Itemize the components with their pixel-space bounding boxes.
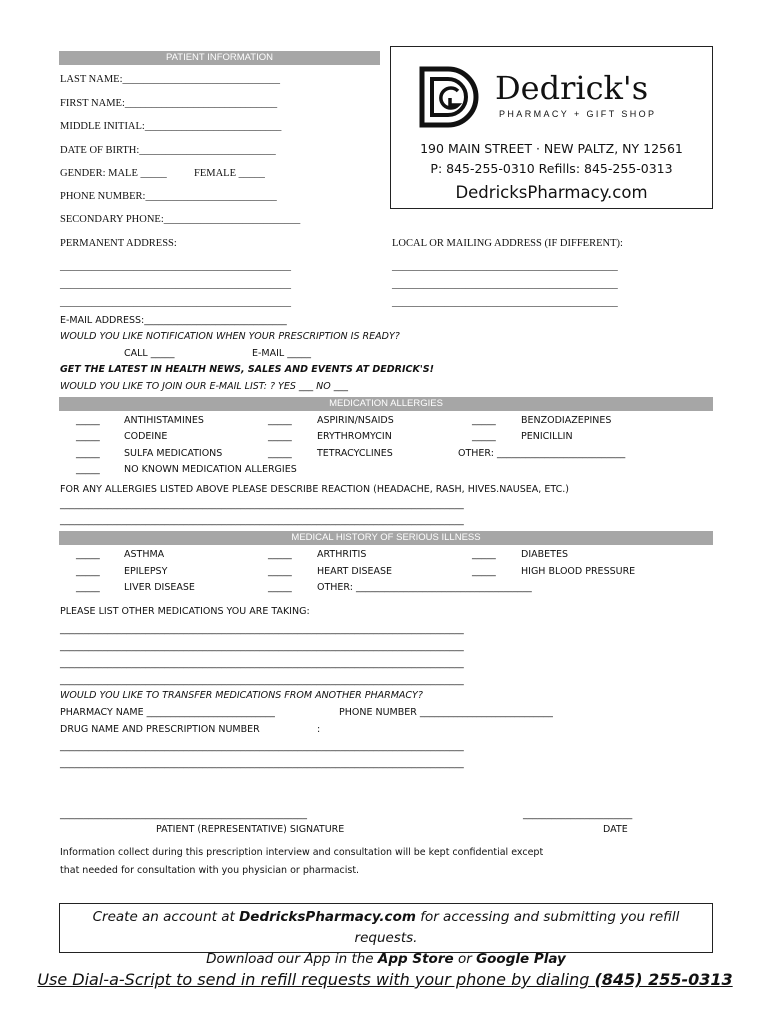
history-checkbox[interactable]: _____: [76, 549, 100, 560]
dedricks-logo-mark-icon: [418, 65, 482, 129]
history-asthma: ASTHMA: [124, 549, 165, 560]
allergy-benzodiazepines: BENZODIAZEPINES: [521, 415, 612, 426]
allergy-reaction-line-2[interactable]: _____________________________________________________________________________________: [60, 515, 464, 526]
allergy-checkbox[interactable]: _____: [472, 431, 496, 442]
dial-a-script-notice: [0, 970, 770, 989]
callout-line-2: [60, 949, 712, 970]
phone-field[interactable]: PHONE NUMBER:_________________________: [60, 191, 277, 202]
pharmacy-phone-field[interactable]: PHONE NUMBER ____________________________: [339, 707, 553, 718]
allergy-codeine: CODEINE: [124, 431, 168, 442]
medication-allergies-header: MEDICATION ALLERGIES: [59, 397, 713, 411]
history-epilepsy: EPILEPSY: [124, 566, 168, 577]
notification-question: WOULD YOU LIKE NOTIFICATION WHEN YOUR PRESCRIPTION IS READY?: [60, 331, 400, 342]
drug-name-colon: :: [317, 724, 321, 735]
confidential-notice-line-1: Information collect during this prescription interview and consultation will be kept confidential except: [60, 847, 544, 858]
mailing-address-line-2[interactable]: ___________________________________________: [392, 279, 618, 290]
date-line[interactable]: _______________________: [523, 809, 633, 820]
allergy-reaction-line-1[interactable]: _____________________________________________________________________________________: [60, 499, 464, 510]
other-medications-line-4[interactable]: _____________________________________________________________________________________: [60, 675, 464, 686]
allergy-aspirin: ASPIRIN/NSAIDS: [317, 415, 394, 426]
allergy-none-known: NO KNOWN MEDICATION ALLERGIES: [124, 464, 297, 475]
other-medications-line-2[interactable]: _____________________________________________________________________________________: [60, 641, 464, 652]
pharmacy-logo-box: [390, 46, 713, 209]
pharmacy-name-field[interactable]: PHARMACY NAME ___________________________: [60, 707, 275, 718]
google-play-link[interactable]: Google Play: [476, 951, 566, 967]
gender-male-field[interactable]: GENDER: MALE _____: [60, 168, 167, 179]
mailing-address-line-3[interactable]: ___________________________________________: [392, 297, 618, 308]
allergy-checkbox[interactable]: _____: [76, 464, 100, 475]
mailing-address-line-1[interactable]: ___________________________________________: [392, 261, 618, 272]
history-heart-disease: HEART DISEASE: [317, 566, 393, 577]
history-checkbox[interactable]: _____: [76, 566, 100, 577]
other-medications-prompt: PLEASE LIST OTHER MEDICATIONS YOU ARE TAKING:: [60, 606, 310, 617]
history-arthritis: ARTHRITIS: [317, 549, 367, 560]
join-email-list-question[interactable]: WOULD YOU LIKE TO JOIN OUR E-MAIL LIST: ? YES ___ NO ___: [60, 381, 349, 392]
callout-website-link[interactable]: DedricksPharmacy.com: [239, 909, 416, 925]
app-store-link[interactable]: App Store: [377, 951, 454, 967]
allergy-checkbox[interactable]: _____: [472, 415, 496, 426]
history-checkbox[interactable]: _____: [268, 582, 292, 593]
app-callout-box: [59, 903, 713, 967]
history-other-field[interactable]: OTHER: _____________________________________: [317, 582, 532, 593]
date-label: DATE: [603, 824, 628, 835]
dob-field[interactable]: DATE OF BIRTH:__________________________: [60, 145, 276, 156]
allergy-checkbox[interactable]: _____: [76, 415, 100, 426]
allergy-tetracyclines: TETRACYCLINES: [317, 448, 393, 459]
signature-line[interactable]: ____________________________________________________: [60, 809, 307, 820]
email-field[interactable]: E-MAIL ADDRESS:______________________________: [60, 315, 287, 326]
signature-label: PATIENT (REPRESENTATIVE) SIGNATURE: [156, 824, 345, 835]
allergy-antihistamines: ANTIHISTAMINES: [124, 415, 204, 426]
callout-text: for accessing and submitting you refill requests.: [354, 909, 680, 946]
callout-text: Download our App in the: [206, 951, 378, 967]
pharmacy-website[interactable]: DedricksPharmacy.com: [455, 183, 648, 202]
middle-initial-field[interactable]: MIDDLE INITIAL:__________________________: [60, 121, 282, 132]
callout-text: or: [453, 951, 477, 967]
dial-phone-number[interactable]: (845) 255-0313: [594, 970, 733, 989]
permanent-address-line-1[interactable]: ____________________________________________: [60, 261, 291, 272]
pharmacy-tagline: PHARMACY + GIFT SHOP: [499, 109, 657, 119]
history-checkbox[interactable]: _____: [268, 566, 292, 577]
allergy-checkbox[interactable]: _____: [268, 448, 292, 459]
dial-text: Use Dial-a-Script to send in refill requests with your phone by dialing: [37, 970, 595, 989]
pharmacy-address: 190 MAIN STREET · NEW PALTZ, NY 12561: [420, 141, 683, 156]
allergy-penicillin: PENICILLIN: [521, 431, 573, 442]
other-medications-line-1[interactable]: _____________________________________________________________________________________: [60, 624, 464, 635]
allergy-reaction-prompt: FOR ANY ALLERGIES LISTED ABOVE PLEASE DESCRIBE REACTION (HEADACHE, RASH, HIVES.NAUSEA, ETC.): [60, 484, 569, 495]
history-checkbox[interactable]: _____: [472, 566, 496, 577]
history-high-blood-pressure: HIGH BLOOD PRESSURE: [521, 566, 636, 577]
secondary-phone-field[interactable]: SECONDARY PHONE:__________________________: [60, 214, 301, 225]
callout-line-1: [60, 907, 712, 949]
drug-name-line-1[interactable]: _____________________________________________________________________________________: [60, 741, 464, 752]
confidential-notice-line-2: that needed for consultation with you physician or pharmacist.: [60, 865, 360, 876]
latest-news-text: GET THE LATEST IN HEALTH NEWS, SALES AND EVENTS AT DEDRICK'S!: [60, 364, 434, 375]
history-diabetes: DIABETES: [521, 549, 568, 560]
history-liver-disease: LIVER DISEASE: [124, 582, 195, 593]
history-checkbox[interactable]: _____: [76, 582, 100, 593]
transfer-question: WOULD YOU LIKE TO TRANSFER MEDICATIONS FROM ANOTHER PHARMACY?: [60, 690, 423, 701]
other-medications-line-3[interactable]: _____________________________________________________________________________________: [60, 658, 464, 669]
allergy-other-field[interactable]: OTHER: ___________________________: [458, 448, 626, 459]
history-checkbox[interactable]: _____: [268, 549, 292, 560]
permanent-address-label: PERMANENT ADDRESS:: [60, 238, 177, 249]
pharmacy-phones: P: 845-255-0310 Refills: 845-255-0313: [430, 161, 673, 176]
allergy-checkbox[interactable]: _____: [268, 431, 292, 442]
allergy-checkbox[interactable]: _____: [76, 448, 100, 459]
mailing-address-label: LOCAL OR MAILING ADDRESS (IF DIFFERENT):: [392, 238, 623, 249]
allergy-checkbox[interactable]: _____: [268, 415, 292, 426]
notify-email-option[interactable]: E-MAIL _____: [252, 348, 311, 359]
pharmacy-name: Dedrick's: [495, 69, 649, 107]
drug-name-line-2[interactable]: _____________________________________________________________________________________: [60, 758, 464, 769]
permanent-address-line-3[interactable]: ____________________________________________: [60, 297, 291, 308]
medical-history-header: MEDICAL HISTORY OF SERIOUS ILLNESS: [59, 531, 713, 545]
last-name-field[interactable]: LAST NAME:______________________________: [60, 74, 281, 85]
allergy-erythromycin: ERYTHROMYCIN: [317, 431, 392, 442]
history-checkbox[interactable]: _____: [472, 549, 496, 560]
gender-female-field[interactable]: FEMALE _____: [194, 168, 265, 179]
allergy-checkbox[interactable]: _____: [76, 431, 100, 442]
allergy-sulfa: SULFA MEDICATIONS: [124, 448, 223, 459]
callout-text: Create an account at: [92, 909, 240, 925]
permanent-address-line-2[interactable]: ____________________________________________: [60, 279, 291, 290]
patient-info-header: PATIENT INFORMATION: [59, 51, 380, 65]
first-name-field[interactable]: FIRST NAME:_____________________________: [60, 98, 278, 109]
notify-call-option[interactable]: CALL _____: [124, 348, 175, 359]
drug-name-label: DRUG NAME AND PRESCRIPTION NUMBER: [60, 724, 260, 735]
